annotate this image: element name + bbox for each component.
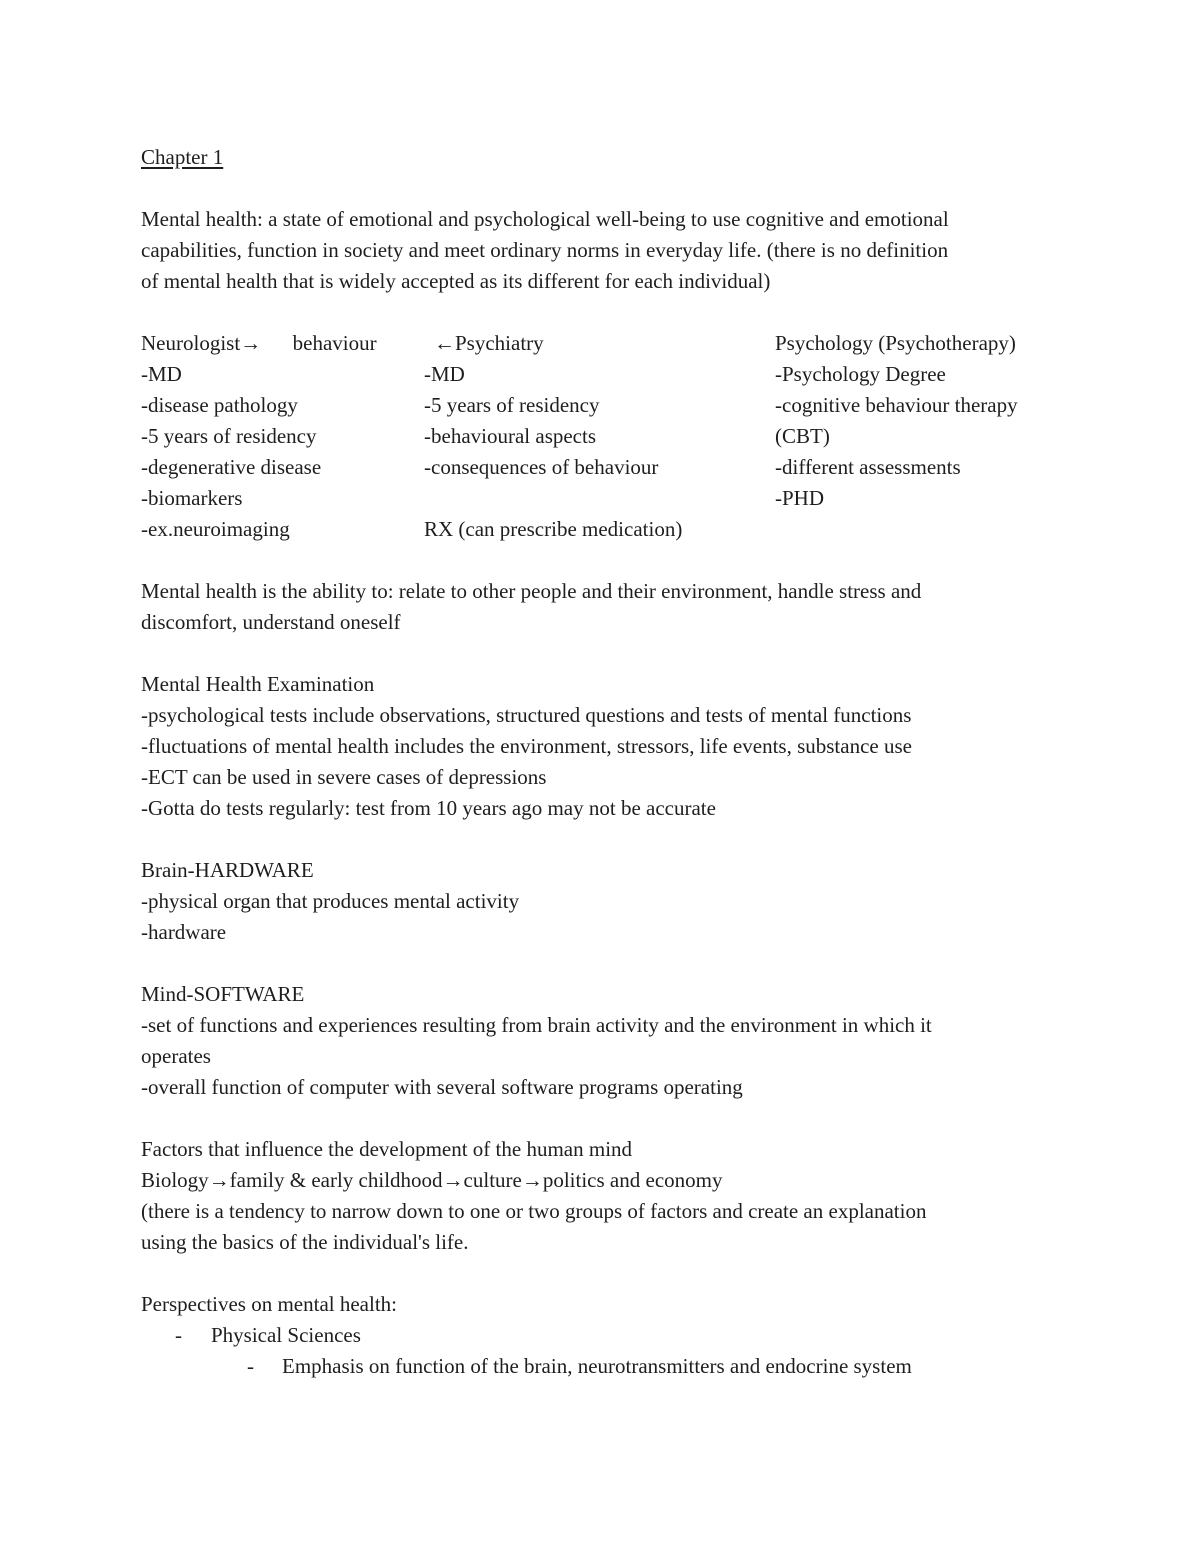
column-heading: Neurologist→ behaviour	[141, 331, 377, 355]
list-item	[141, 1320, 1071, 1351]
column-item: -disease pathology	[141, 393, 298, 417]
section-heading: Mind-SOFTWARE	[141, 982, 305, 1006]
column-item: (CBT)	[775, 424, 830, 448]
section-heading: Brain-HARDWARE	[141, 858, 314, 882]
chapter-title: Chapter 1	[141, 145, 224, 169]
text-line: Mental health: a state of emotional and psychological well-being to use cognitive and emotional	[141, 207, 949, 231]
column-heading: Psychology (Psychotherapy)	[775, 331, 1016, 355]
column-item	[424, 483, 682, 514]
text-line: -set of functions and experiences resulting from brain activity and the environment in which it	[141, 1013, 932, 1037]
column-item: -5 years of residency	[141, 424, 317, 448]
text-line: -Gotta do tests regularly: test from 10 years ago may not be accurate	[141, 796, 716, 820]
column-item: -biomarkers	[141, 486, 243, 510]
column-item: -5 years of residency	[424, 393, 600, 417]
column-item: -Psychology Degree	[775, 362, 946, 386]
bullet-dash: -	[175, 1323, 182, 1347]
profession-columns	[141, 328, 1071, 545]
neurologist-column	[141, 328, 377, 545]
factors-section	[141, 1134, 1071, 1258]
column-item: -consequences of behaviour	[424, 455, 659, 479]
column-item: RX (can prescribe medication)	[424, 517, 683, 541]
text-line: discomfort, understand oneself	[141, 610, 401, 634]
sub-list-item	[141, 1351, 1071, 1382]
text-line: Mental health is the ability to: relate to other people and their environment, handle stress and	[141, 579, 922, 603]
column-item: -PHD	[775, 486, 825, 510]
text-line: -hardware	[141, 920, 227, 944]
intro-paragraph	[141, 204, 1071, 297]
text-line: -overall function of computer with several software programs operating	[141, 1075, 743, 1099]
brain-section	[141, 855, 1071, 948]
column-item: -ex.neuroimaging	[141, 517, 290, 541]
ability-paragraph	[141, 576, 1071, 638]
text-line: -psychological tests include observations, structured questions and tests of mental functions	[141, 703, 912, 727]
column-item: -MD	[424, 362, 465, 386]
column-item: -behavioural aspects	[424, 424, 597, 448]
perspectives-section	[141, 1289, 1071, 1382]
psychology-column	[775, 328, 1018, 514]
exam-section	[141, 669, 1071, 824]
section-heading: Mental Health Examination	[141, 672, 375, 696]
text-line: using the basics of the individual's life.	[141, 1230, 469, 1254]
text-line: (there is a tendency to narrow down to one or two groups of factors and create an explanation	[141, 1199, 927, 1223]
column-item: -MD	[141, 362, 182, 386]
text-line: -ECT can be used in severe cases of depressions	[141, 765, 547, 789]
text-line: -fluctuations of mental health includes the environment, stressors, life events, substance use	[141, 734, 912, 758]
text-line: Biology→family & early childhood→culture→politics and economy	[141, 1168, 723, 1192]
psychiatry-column	[424, 328, 682, 545]
text-line: -physical organ that produces mental activity	[141, 889, 520, 913]
column-item: -different assessments	[775, 455, 961, 479]
list-item-text: Physical Sciences	[211, 1323, 361, 1347]
column-item: -degenerative disease	[141, 455, 322, 479]
list-item-text: Emphasis on function of the brain, neurotransmitters and endocrine system	[282, 1354, 912, 1378]
text-line: of mental health that is widely accepted as its different for each individual)	[141, 269, 771, 293]
text-line: capabilities, function in society and meet ordinary norms in everyday life. (there is no definition	[141, 238, 949, 262]
column-item: -cognitive behaviour therapy	[775, 393, 1018, 417]
text-line: operates	[141, 1044, 211, 1068]
document-body	[141, 142, 1071, 1382]
mind-section	[141, 979, 1071, 1103]
section-heading: Factors that influence the development of the human mind	[141, 1137, 633, 1161]
section-heading: Perspectives on mental health:	[141, 1292, 398, 1316]
column-heading: ←Psychiatry	[434, 331, 544, 355]
bullet-dash: -	[247, 1354, 254, 1378]
